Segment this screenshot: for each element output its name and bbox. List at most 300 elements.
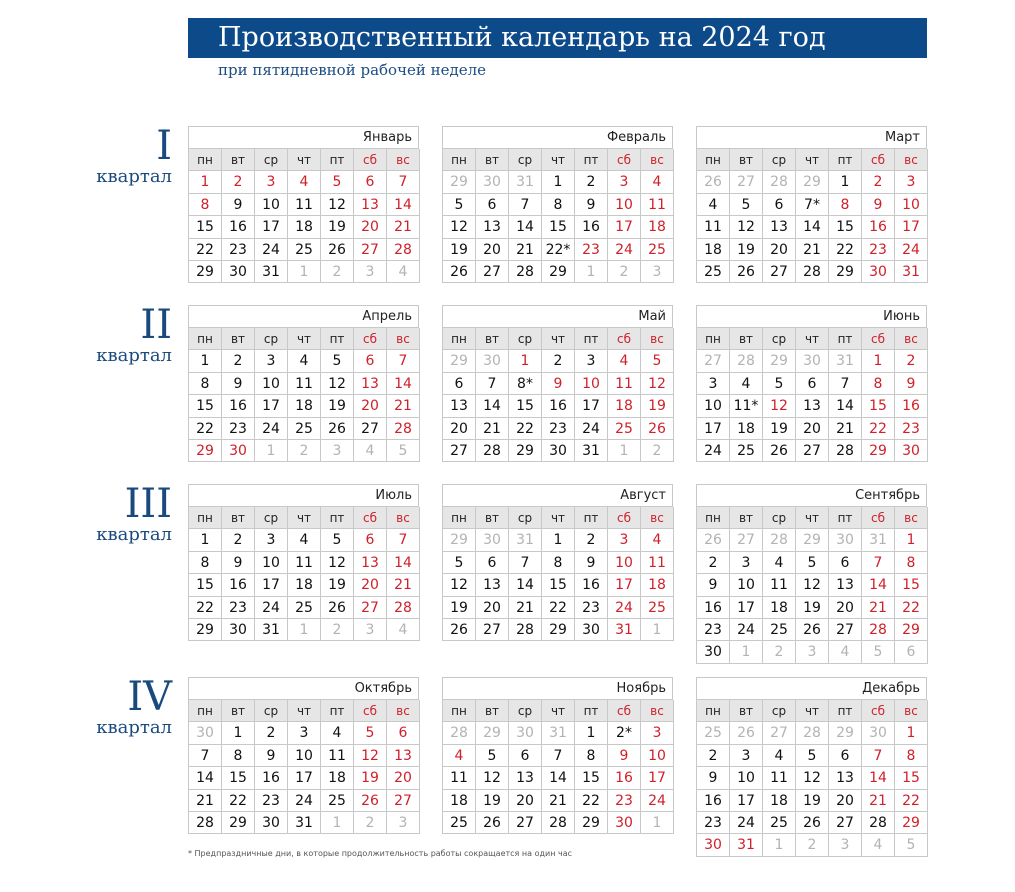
day-cell: 11 bbox=[763, 574, 796, 596]
day-cell-holiday: 15 bbox=[895, 574, 928, 596]
weekday-header: пт bbox=[321, 328, 354, 350]
day-cell: 15 bbox=[829, 216, 862, 238]
day-cell-other-month: 27 bbox=[730, 171, 763, 193]
day-cell: 22 bbox=[509, 418, 542, 440]
weekday-header: чт bbox=[288, 507, 321, 529]
day-cell: 30 bbox=[575, 619, 608, 641]
day-cell: 3 bbox=[575, 350, 608, 372]
weekday-header: пт bbox=[575, 507, 608, 529]
quarter-roman: I bbox=[156, 123, 172, 169]
day-cell-holiday: 9 bbox=[608, 745, 641, 767]
day-cell: 13 bbox=[796, 395, 829, 417]
day-cell: 19 bbox=[763, 418, 796, 440]
day-cell-holiday: 27 bbox=[354, 597, 387, 619]
day-cell: 25 bbox=[443, 812, 476, 834]
day-cell-holiday: 30 bbox=[608, 812, 641, 834]
day-cell: 23 bbox=[222, 418, 255, 440]
day-cell: 3 bbox=[730, 745, 763, 767]
day-cell-holiday: 24 bbox=[895, 239, 928, 261]
day-cell: 29 bbox=[222, 812, 255, 834]
month-5 bbox=[442, 305, 673, 462]
day-cell: 9 bbox=[697, 767, 730, 789]
day-cell: 21 bbox=[829, 418, 862, 440]
day-cell: 25 bbox=[288, 418, 321, 440]
weekday-header: пт bbox=[829, 700, 862, 722]
month-grid bbox=[697, 700, 927, 857]
day-cell: 20 bbox=[476, 239, 509, 261]
day-cell-other-month: 31 bbox=[509, 171, 542, 193]
day-cell-other-month: 25 bbox=[697, 722, 730, 744]
day-cell: 23 bbox=[697, 619, 730, 641]
month-name: Апрель bbox=[189, 306, 419, 328]
day-cell-other-month: 29 bbox=[796, 529, 829, 551]
day-cell: 29 bbox=[542, 261, 575, 283]
day-cell-holiday: 29 bbox=[895, 812, 928, 834]
day-cell-other-month: 3 bbox=[354, 619, 387, 641]
weekday-header: чт bbox=[542, 328, 575, 350]
day-cell: 9 bbox=[222, 373, 255, 395]
weekday-header: пн bbox=[697, 700, 730, 722]
month-grid bbox=[189, 328, 419, 462]
day-cell: 14 bbox=[476, 395, 509, 417]
day-cell: 1 bbox=[575, 722, 608, 744]
day-cell: 11 bbox=[763, 767, 796, 789]
day-cell-holiday: 13 bbox=[387, 745, 420, 767]
weekday-header: пт bbox=[321, 149, 354, 171]
day-cell-other-month: 4 bbox=[354, 440, 387, 462]
month-name: Май bbox=[443, 306, 673, 328]
day-cell-other-month: 27 bbox=[730, 529, 763, 551]
day-cell: 7 bbox=[829, 373, 862, 395]
day-cell: 17 bbox=[255, 574, 288, 596]
month-11 bbox=[442, 677, 673, 834]
weekday-header: вс bbox=[641, 328, 674, 350]
weekday-header: ср bbox=[509, 328, 542, 350]
day-cell: 26 bbox=[796, 619, 829, 641]
day-cell: 1 bbox=[222, 722, 255, 744]
day-cell-holiday: 28 bbox=[387, 239, 420, 261]
day-cell-holiday: 18 bbox=[608, 395, 641, 417]
day-cell-holiday: 23 bbox=[895, 418, 928, 440]
day-cell-other-month: 2 bbox=[796, 834, 829, 856]
day-cell-holiday: 15 bbox=[862, 395, 895, 417]
day-cell: 12 bbox=[796, 767, 829, 789]
day-cell: 2 bbox=[542, 350, 575, 372]
day-cell: 29 bbox=[829, 261, 862, 283]
weekday-header: вт bbox=[476, 328, 509, 350]
month-name: Март bbox=[697, 127, 927, 149]
weekday-header: чт bbox=[288, 328, 321, 350]
weekday-header: сб bbox=[608, 328, 641, 350]
day-cell: 26 bbox=[730, 261, 763, 283]
day-cell: 18 bbox=[321, 767, 354, 789]
day-cell-holiday: 7 bbox=[387, 171, 420, 193]
day-cell: 23 bbox=[255, 790, 288, 812]
day-cell-other-month: 28 bbox=[763, 171, 796, 193]
day-cell: 23 bbox=[575, 597, 608, 619]
weekday-header: сб bbox=[862, 700, 895, 722]
day-cell-holiday: 24 bbox=[641, 790, 674, 812]
day-cell: 19 bbox=[796, 790, 829, 812]
weekday-header: вт bbox=[730, 149, 763, 171]
day-cell-other-month: 1 bbox=[288, 619, 321, 641]
weekday-header: пн bbox=[697, 149, 730, 171]
day-cell: 28 bbox=[862, 812, 895, 834]
day-cell: 23 bbox=[222, 597, 255, 619]
quarter-roman: II bbox=[140, 302, 172, 348]
day-cell: 25 bbox=[288, 239, 321, 261]
weekday-header: сб bbox=[608, 700, 641, 722]
day-cell: 9 bbox=[222, 194, 255, 216]
day-cell-holiday: 17 bbox=[641, 767, 674, 789]
day-cell-holiday: 7 bbox=[387, 529, 420, 551]
day-cell-holiday: 8 bbox=[829, 194, 862, 216]
day-cell-holiday: 2 bbox=[895, 350, 928, 372]
day-cell: 24 bbox=[730, 619, 763, 641]
day-cell: 27 bbox=[829, 619, 862, 641]
day-cell-holiday: 26 bbox=[641, 418, 674, 440]
day-cell: 17 bbox=[255, 216, 288, 238]
day-cell: 18 bbox=[288, 216, 321, 238]
day-cell: 18 bbox=[730, 418, 763, 440]
day-cell: 13 bbox=[763, 216, 796, 238]
day-cell: 5 bbox=[763, 373, 796, 395]
day-cell-other-month: 1 bbox=[255, 440, 288, 462]
day-cell: 20 bbox=[763, 239, 796, 261]
day-cell: 30 bbox=[542, 440, 575, 462]
day-cell-other-month: 4 bbox=[862, 834, 895, 856]
day-cell: 18 bbox=[443, 790, 476, 812]
day-cell: 4 bbox=[763, 745, 796, 767]
day-cell: 9 bbox=[222, 552, 255, 574]
weekday-header: пт bbox=[829, 507, 862, 529]
day-cell: 21 bbox=[796, 239, 829, 261]
day-cell-other-month: 4 bbox=[387, 261, 420, 283]
day-cell-holiday: 8 bbox=[189, 194, 222, 216]
weekday-header: вс bbox=[895, 149, 928, 171]
day-cell: 22 bbox=[542, 597, 575, 619]
page-title: Производственный календарь на 2024 год bbox=[188, 18, 927, 58]
month-8 bbox=[442, 484, 673, 641]
weekday-header: пн bbox=[189, 700, 222, 722]
weekday-header: пн bbox=[697, 507, 730, 529]
day-cell-holiday: 25 bbox=[641, 239, 674, 261]
day-cell: 30 bbox=[255, 812, 288, 834]
day-cell-other-month: 30 bbox=[509, 722, 542, 744]
weekday-header: пт bbox=[829, 149, 862, 171]
day-cell: 20 bbox=[796, 418, 829, 440]
day-cell: 19 bbox=[476, 790, 509, 812]
day-cell-holiday: 5 bbox=[641, 350, 674, 372]
weekday-header: пн bbox=[443, 507, 476, 529]
day-cell: 28 bbox=[189, 812, 222, 834]
day-cell: 17 bbox=[255, 395, 288, 417]
day-cell: 19 bbox=[321, 574, 354, 596]
day-cell-holiday: 10 bbox=[575, 373, 608, 395]
day-cell: 25 bbox=[321, 790, 354, 812]
month-name: Октябрь bbox=[189, 678, 419, 700]
day-cell-holiday: 13 bbox=[354, 194, 387, 216]
quarter-word: квартал bbox=[96, 524, 172, 545]
weekday-header: пн bbox=[443, 149, 476, 171]
day-cell-holiday: 29 bbox=[862, 440, 895, 462]
day-cell-other-month: 1 bbox=[641, 812, 674, 834]
day-cell-other-month: 5 bbox=[862, 641, 895, 663]
month-1 bbox=[188, 126, 419, 283]
day-cell: 16 bbox=[575, 574, 608, 596]
day-cell-other-month: 2 bbox=[354, 812, 387, 834]
day-cell-holiday: 5 bbox=[321, 171, 354, 193]
weekday-header: ср bbox=[763, 700, 796, 722]
day-cell: 11 bbox=[321, 745, 354, 767]
weekday-header: вс bbox=[641, 149, 674, 171]
day-cell: 25 bbox=[763, 812, 796, 834]
day-cell: 26 bbox=[763, 440, 796, 462]
day-cell: 22 bbox=[189, 418, 222, 440]
weekday-header: пт bbox=[321, 700, 354, 722]
day-cell: 8 bbox=[189, 552, 222, 574]
month-6 bbox=[696, 305, 927, 462]
weekday-header: ср bbox=[509, 507, 542, 529]
day-cell: 23 bbox=[542, 418, 575, 440]
month-grid bbox=[189, 149, 419, 283]
day-cell-holiday: 11 bbox=[641, 552, 674, 574]
month-name: Ноябрь bbox=[443, 678, 673, 700]
day-cell-holiday: 30 bbox=[222, 440, 255, 462]
weekday-header: ср bbox=[509, 149, 542, 171]
day-cell-other-month: 30 bbox=[862, 722, 895, 744]
day-cell: 12 bbox=[321, 373, 354, 395]
day-cell-holiday: 22 bbox=[895, 597, 928, 619]
day-cell: 10 bbox=[255, 373, 288, 395]
day-cell: 17 bbox=[575, 395, 608, 417]
day-cell-preholiday: 8* bbox=[509, 373, 542, 395]
day-cell: 27 bbox=[476, 261, 509, 283]
weekday-header: вс bbox=[387, 507, 420, 529]
day-cell-holiday: 6 bbox=[354, 529, 387, 551]
day-cell: 24 bbox=[575, 418, 608, 440]
day-cell: 26 bbox=[476, 812, 509, 834]
day-cell: 8 bbox=[189, 373, 222, 395]
day-cell: 4 bbox=[288, 529, 321, 551]
day-cell-holiday: 8 bbox=[895, 745, 928, 767]
weekday-header: вс bbox=[387, 328, 420, 350]
day-cell: 6 bbox=[476, 194, 509, 216]
day-cell-holiday: 17 bbox=[608, 216, 641, 238]
weekday-header: ср bbox=[255, 700, 288, 722]
day-cell: 20 bbox=[443, 418, 476, 440]
weekday-header: вт bbox=[476, 149, 509, 171]
day-cell-holiday: 23 bbox=[608, 790, 641, 812]
day-cell: 29 bbox=[575, 812, 608, 834]
day-cell-other-month: 31 bbox=[542, 722, 575, 744]
day-cell: 26 bbox=[443, 261, 476, 283]
day-cell: 10 bbox=[730, 767, 763, 789]
day-cell: 18 bbox=[288, 574, 321, 596]
day-cell: 22 bbox=[829, 239, 862, 261]
day-cell-holiday: 12 bbox=[641, 373, 674, 395]
day-cell: 2 bbox=[697, 552, 730, 574]
weekday-header: вт bbox=[222, 328, 255, 350]
day-cell: 6 bbox=[796, 373, 829, 395]
weekday-header: вс bbox=[387, 700, 420, 722]
day-cell-holiday: 30 bbox=[895, 440, 928, 462]
day-cell-other-month: 29 bbox=[443, 350, 476, 372]
day-cell: 13 bbox=[829, 767, 862, 789]
weekday-header: ср bbox=[255, 328, 288, 350]
day-cell-holiday: 2 bbox=[862, 171, 895, 193]
day-cell-other-month: 5 bbox=[895, 834, 928, 856]
day-cell: 16 bbox=[222, 216, 255, 238]
weekday-header: ср bbox=[763, 328, 796, 350]
day-cell: 29 bbox=[509, 440, 542, 462]
day-cell: 16 bbox=[222, 574, 255, 596]
month-name: Сентябрь bbox=[697, 485, 927, 507]
day-cell: 23 bbox=[697, 812, 730, 834]
day-cell-preholiday: 2* bbox=[608, 722, 641, 744]
weekday-header: сб bbox=[354, 700, 387, 722]
day-cell: 25 bbox=[697, 261, 730, 283]
day-cell: 4 bbox=[697, 194, 730, 216]
day-cell: 19 bbox=[321, 216, 354, 238]
day-cell-holiday: 18 bbox=[641, 216, 674, 238]
day-cell: 27 bbox=[476, 619, 509, 641]
day-cell: 25 bbox=[730, 440, 763, 462]
day-cell-holiday: 6 bbox=[387, 722, 420, 744]
day-cell: 21 bbox=[542, 790, 575, 812]
day-cell-holiday: 1 bbox=[862, 350, 895, 372]
day-cell-other-month: 1 bbox=[730, 641, 763, 663]
day-cell: 24 bbox=[697, 440, 730, 462]
weekday-header: пн bbox=[443, 700, 476, 722]
day-cell-holiday: 9 bbox=[542, 373, 575, 395]
day-cell: 10 bbox=[730, 574, 763, 596]
day-cell: 11 bbox=[288, 552, 321, 574]
day-cell: 7 bbox=[476, 373, 509, 395]
day-cell: 7 bbox=[509, 552, 542, 574]
day-cell: 16 bbox=[575, 216, 608, 238]
day-cell-other-month: 6 bbox=[895, 641, 928, 663]
month-grid bbox=[189, 700, 419, 834]
day-cell-holiday: 26 bbox=[354, 790, 387, 812]
day-cell: 19 bbox=[796, 597, 829, 619]
day-cell: 6 bbox=[476, 552, 509, 574]
day-cell: 28 bbox=[796, 261, 829, 283]
day-cell: 18 bbox=[288, 395, 321, 417]
day-cell-holiday: 1 bbox=[509, 350, 542, 372]
day-cell-holiday: 1 bbox=[895, 529, 928, 551]
day-cell: 3 bbox=[288, 722, 321, 744]
weekday-header: пт bbox=[575, 328, 608, 350]
weekday-header: вс bbox=[895, 507, 928, 529]
weekday-header: вт bbox=[222, 700, 255, 722]
day-cell-holiday: 9 bbox=[862, 194, 895, 216]
day-cell: 4 bbox=[288, 350, 321, 372]
day-cell-holiday: 10 bbox=[608, 552, 641, 574]
weekday-header: вс bbox=[387, 149, 420, 171]
day-cell: 3 bbox=[730, 552, 763, 574]
weekday-header: вт bbox=[222, 149, 255, 171]
day-cell-other-month: 2 bbox=[321, 261, 354, 283]
day-cell-holiday: 29 bbox=[189, 440, 222, 462]
day-cell: 16 bbox=[697, 790, 730, 812]
day-cell-holiday: 27 bbox=[354, 239, 387, 261]
day-cell-holiday: 11 bbox=[641, 194, 674, 216]
day-cell: 24 bbox=[255, 418, 288, 440]
day-cell: 15 bbox=[189, 574, 222, 596]
month-name: Декабрь bbox=[697, 678, 927, 700]
weekday-header: чт bbox=[542, 149, 575, 171]
day-cell: 28 bbox=[542, 812, 575, 834]
weekday-header: вт bbox=[730, 507, 763, 529]
day-cell-holiday: 18 bbox=[641, 574, 674, 596]
day-cell: 10 bbox=[697, 395, 730, 417]
day-cell: 14 bbox=[796, 216, 829, 238]
day-cell-holiday: 27 bbox=[387, 790, 420, 812]
weekday-header: пн bbox=[189, 328, 222, 350]
month-grid bbox=[697, 507, 927, 664]
day-cell: 12 bbox=[443, 216, 476, 238]
day-cell-other-month: 29 bbox=[476, 722, 509, 744]
day-cell: 14 bbox=[509, 574, 542, 596]
day-cell: 30 bbox=[222, 619, 255, 641]
day-cell: 29 bbox=[189, 261, 222, 283]
day-cell-other-month: 1 bbox=[763, 834, 796, 856]
day-cell: 16 bbox=[542, 395, 575, 417]
day-cell-holiday: 3 bbox=[608, 171, 641, 193]
day-cell: 20 bbox=[829, 597, 862, 619]
day-cell: 18 bbox=[697, 239, 730, 261]
day-cell-holiday: 16 bbox=[862, 216, 895, 238]
day-cell: 16 bbox=[255, 767, 288, 789]
day-cell: 12 bbox=[321, 552, 354, 574]
day-cell: 13 bbox=[829, 574, 862, 596]
day-cell: 24 bbox=[288, 790, 321, 812]
day-cell-holiday: 16 bbox=[895, 395, 928, 417]
day-cell: 3 bbox=[255, 529, 288, 551]
month-grid bbox=[443, 700, 673, 834]
day-cell: 4 bbox=[321, 722, 354, 744]
day-cell-holiday: 21 bbox=[862, 790, 895, 812]
day-cell-holiday: 21 bbox=[387, 216, 420, 238]
day-cell-holiday: 28 bbox=[387, 597, 420, 619]
weekday-header: вс bbox=[641, 700, 674, 722]
day-cell-holiday: 28 bbox=[387, 418, 420, 440]
day-cell-holiday: 4 bbox=[641, 171, 674, 193]
month-9 bbox=[696, 484, 927, 664]
day-cell: 28 bbox=[476, 440, 509, 462]
month-10 bbox=[188, 677, 419, 834]
day-cell: 6 bbox=[509, 745, 542, 767]
day-cell: 11 bbox=[697, 216, 730, 238]
weekday-header: сб bbox=[862, 507, 895, 529]
day-cell: 13 bbox=[476, 216, 509, 238]
day-cell: 27 bbox=[443, 440, 476, 462]
day-cell-holiday: 30 bbox=[862, 261, 895, 283]
day-cell: 31 bbox=[255, 261, 288, 283]
quarter-label-3 bbox=[60, 481, 172, 546]
day-cell-other-month: 1 bbox=[321, 812, 354, 834]
day-cell: 15 bbox=[542, 216, 575, 238]
day-cell-holiday: 19 bbox=[641, 395, 674, 417]
weekday-header: чт bbox=[542, 700, 575, 722]
day-cell: 5 bbox=[476, 745, 509, 767]
day-cell: 15 bbox=[189, 395, 222, 417]
month-grid bbox=[697, 149, 927, 283]
day-cell-holiday: 22 bbox=[895, 790, 928, 812]
day-cell-holiday: 19 bbox=[354, 767, 387, 789]
weekday-header: ср bbox=[763, 507, 796, 529]
